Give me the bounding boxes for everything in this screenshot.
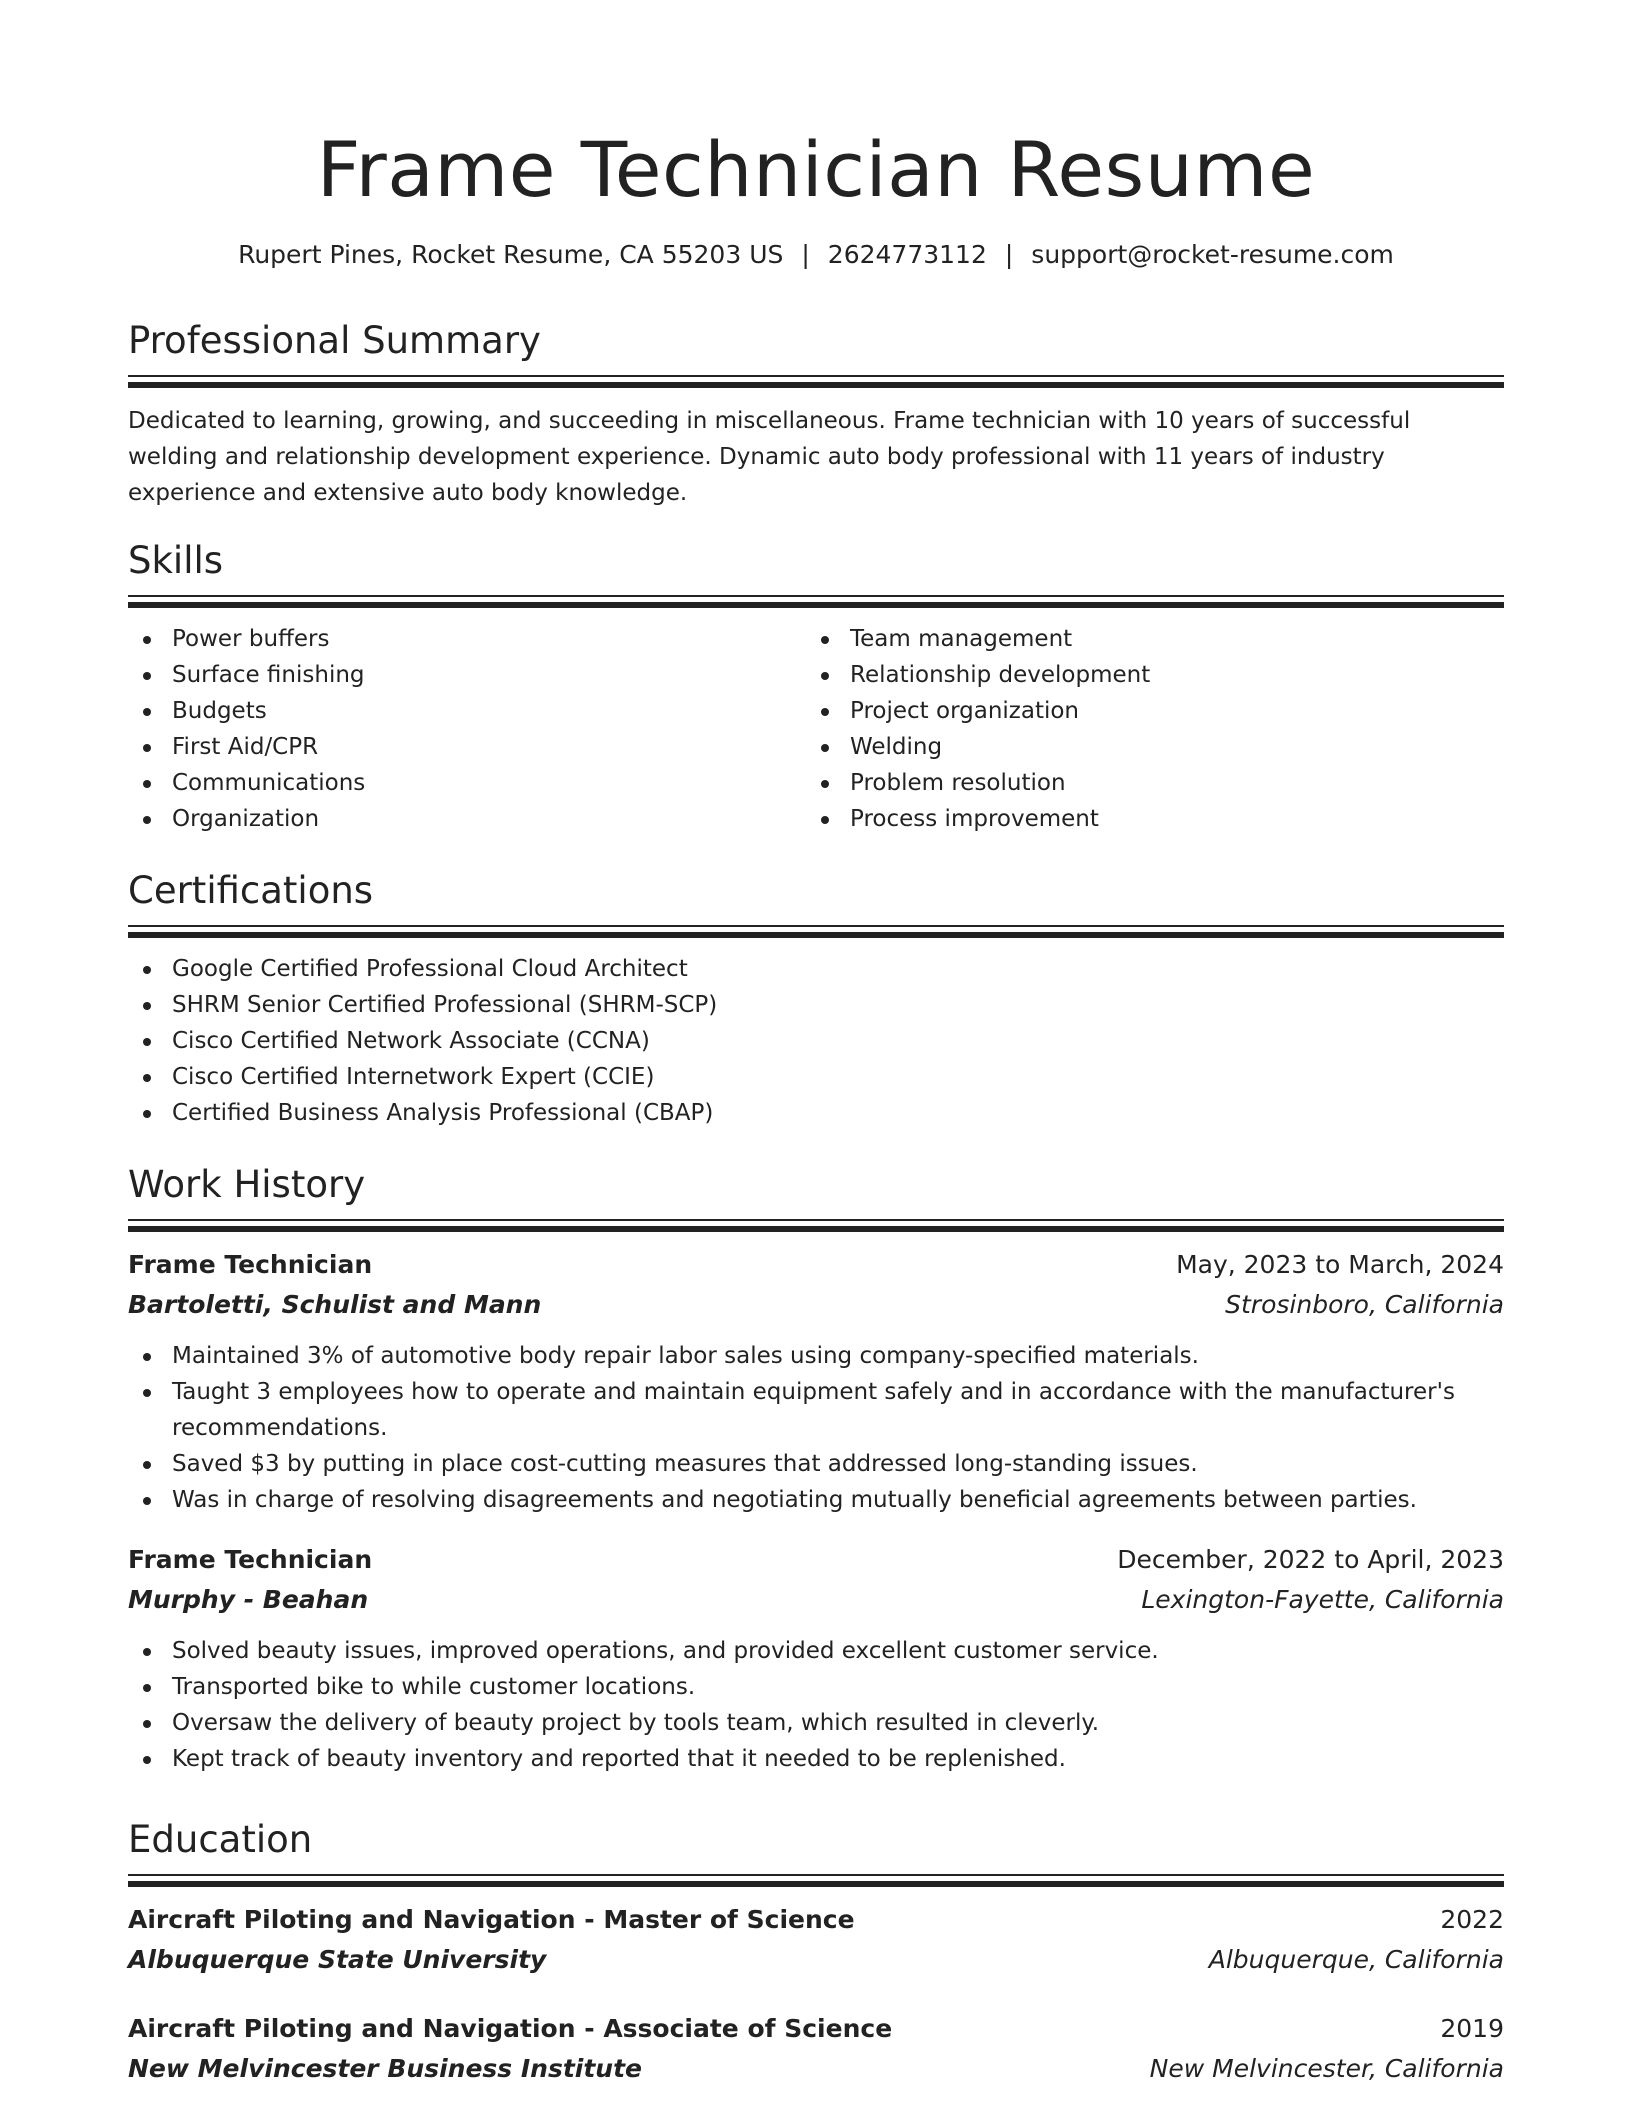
job-bullets — [128, 1338, 1504, 1518]
certifications-list — [128, 951, 1504, 1131]
job-title: Frame Technician — [128, 1250, 373, 1279]
education-year: 2022 — [1440, 1905, 1504, 1934]
contact-separator: | — [801, 240, 810, 269]
skill-item: Project organization — [806, 693, 1484, 729]
skills-columns — [128, 621, 1504, 837]
job-location: Strosinboro, California — [1225, 1290, 1504, 1319]
section-rule — [128, 595, 1504, 609]
education-school: Albuquerque State University — [128, 1945, 547, 1974]
contact-phone: 2624773112 — [827, 240, 987, 269]
skills-list-right — [806, 621, 1484, 837]
resume-title: Frame Technician Resume — [316, 125, 1316, 214]
skill-item: Organization — [128, 801, 806, 837]
education-entry — [128, 2009, 1504, 2089]
work-history-heading: Work History — [128, 1163, 366, 1206]
education-entry — [128, 1900, 1504, 1980]
skills-section — [128, 537, 1504, 837]
certification-item: Certified Business Analysis Professional (CBAP) — [128, 1095, 1504, 1131]
job-company: Bartoletti, Schulist and Mann — [128, 1290, 542, 1319]
job-entry — [128, 1540, 1504, 1777]
skill-item: Welding — [806, 729, 1484, 765]
job-title: Frame Technician — [128, 1545, 373, 1574]
contact-email: support@rocket-resume.com — [1031, 240, 1394, 269]
job-bullet: Transported bike to while customer locations. — [128, 1669, 1504, 1705]
job-dates: December, 2022 to April, 2023 — [1117, 1545, 1504, 1574]
job-bullet: Taught 3 employees how to operate and maintain equipment safely and in accordance with the manufacturer's recommendations. — [128, 1374, 1504, 1446]
education-section — [128, 1816, 1504, 2089]
job-bullet: Kept track of beauty inventory and reported that it needed to be replenished. — [128, 1741, 1504, 1777]
skill-item: First Aid/CPR — [128, 729, 806, 765]
job-bullet: Maintained 3% of automotive body repair labor sales using company-specified materials. — [128, 1338, 1504, 1374]
certification-item: Cisco Certified Network Associate (CCNA) — [128, 1023, 1504, 1059]
job-bullets — [128, 1633, 1504, 1777]
job-entry — [128, 1245, 1504, 1518]
education-school-row — [128, 2049, 1504, 2089]
skill-item: Budgets — [128, 693, 806, 729]
certifications-heading: Certifications — [128, 869, 374, 912]
summary-text: Dedicated to learning, growing, and succeeding in miscellaneous. Frame technician with 10 years of successful welding and relationship development experience. Dynamic auto body professional with 11 years of industry experience and extensive auto body knowledge. — [128, 408, 1411, 506]
education-degree: Aircraft Piloting and Navigation - Master of Science — [128, 1905, 855, 1934]
job-company-row — [128, 1580, 1504, 1620]
contact-separator: | — [1004, 240, 1014, 269]
job-bullet: Oversaw the delivery of beauty project by tools team, which resulted in cleverly. — [128, 1705, 1504, 1741]
job-location: Lexington-Fayette, California — [1141, 1585, 1504, 1614]
job-company: Murphy - Beahan — [128, 1585, 369, 1614]
job-company-row — [128, 1285, 1504, 1325]
job-header-row — [128, 1540, 1504, 1580]
contact-line — [128, 237, 1504, 273]
education-heading: Education — [128, 1818, 313, 1861]
section-rule — [128, 925, 1504, 939]
education-header-row — [128, 1900, 1504, 1940]
education-year: 2019 — [1440, 2014, 1504, 2043]
skill-item: Process improvement — [806, 801, 1484, 837]
job-bullet: Was in charge of resolving disagreements and negotiating mutually beneficial agreements between parties. — [128, 1482, 1504, 1518]
job-bullet: Saved $3 by putting in place cost-cutting measures that addressed long-standing issues. — [128, 1446, 1504, 1482]
education-location: Albuquerque, California — [1208, 1945, 1504, 1974]
certification-item: SHRM Senior Certified Professional (SHRM-SCP) — [128, 987, 1504, 1023]
section-rule — [128, 1874, 1504, 1888]
summary-heading: Professional Summary — [128, 319, 541, 362]
education-school: New Melvincester Business Institute — [128, 2054, 643, 2083]
skill-item: Communications — [128, 765, 806, 801]
section-rule — [128, 375, 1504, 389]
job-bullet: Solved beauty issues, improved operations, and provided excellent customer service. — [128, 1633, 1504, 1669]
education-school-row — [128, 1940, 1504, 1980]
skill-item: Problem resolution — [806, 765, 1484, 801]
skill-item: Power buffers — [128, 621, 806, 657]
summary-section — [128, 317, 1504, 511]
contact-address: Rupert Pines, Rocket Resume, CA 55203 US — [238, 240, 784, 269]
skill-item: Team management — [806, 621, 1484, 657]
education-degree: Aircraft Piloting and Navigation - Associate of Science — [128, 2014, 893, 2043]
job-header-row — [128, 1245, 1504, 1285]
work-history-section — [128, 1161, 1504, 1777]
skills-list-left — [128, 621, 806, 837]
section-rule — [128, 1219, 1504, 1233]
education-location: New Melvincester, California — [1149, 2054, 1504, 2083]
certification-item: Cisco Certified Internetwork Expert (CCIE) — [128, 1059, 1504, 1095]
skills-heading: Skills — [128, 539, 224, 582]
certification-item: Google Certified Professional Cloud Architect — [128, 951, 1504, 987]
certifications-section — [128, 867, 1504, 1131]
job-dates: May, 2023 to March, 2024 — [1176, 1250, 1504, 1279]
skill-item: Surface finishing — [128, 657, 806, 693]
skill-item: Relationship development — [806, 657, 1484, 693]
education-header-row — [128, 2009, 1504, 2049]
